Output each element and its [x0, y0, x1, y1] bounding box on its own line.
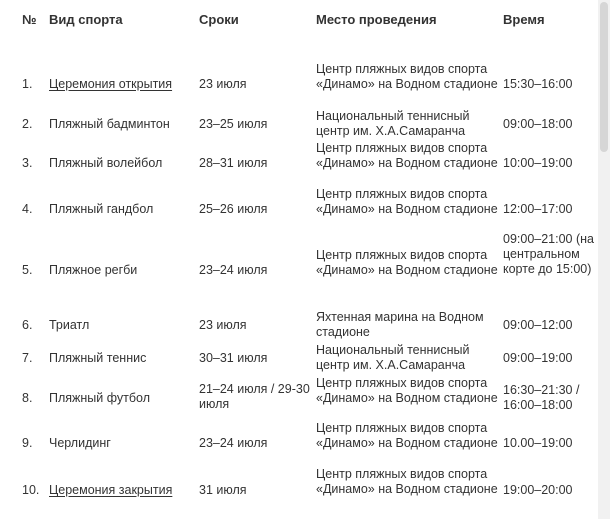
- row-number: 8.: [22, 391, 33, 405]
- row-time: 12:00–17:00: [503, 202, 573, 216]
- row-time: 09:00–21:00 (на центральном корте до 15:00): [503, 232, 595, 276]
- header-time: Время: [503, 12, 545, 27]
- row-sport: Черлидинг: [49, 436, 111, 450]
- row-time: 19:00–20:00: [503, 483, 573, 497]
- row-time: 09:00–18:00: [503, 117, 573, 131]
- sport-link-opening-ceremony[interactable]: Церемония открытия: [49, 77, 173, 91]
- row-sport: Пляжный футбол: [49, 391, 151, 405]
- row-sport: Пляжный теннис: [49, 351, 147, 365]
- row-number: 9.: [22, 436, 33, 450]
- row-dates: 23–25 июля: [199, 117, 268, 131]
- row-dates: 28–31 июля: [199, 156, 268, 170]
- row-number: 3.: [22, 156, 33, 170]
- row-place: Центр пляжных видов спорта «Динамо» на Водном стадионе: [316, 141, 498, 170]
- row-number: 7.: [22, 351, 33, 365]
- row-place: Центр пляжных видов спорта «Динамо» на Водном стадионе: [316, 248, 498, 277]
- row-number: 4.: [22, 202, 33, 216]
- header-sport: Вид спорта: [49, 12, 123, 27]
- sport-link-closing-ceremony[interactable]: Церемония закрытия: [49, 483, 173, 497]
- row-sport: Пляжный волейбол: [49, 156, 163, 170]
- row-place: Центр пляжных видов спорта «Динамо» на Водном стадионе: [316, 467, 498, 496]
- row-dates: 31 июля: [199, 483, 247, 497]
- row-place: Яхтенная марина на Водном стадионе: [316, 310, 484, 339]
- row-number: 6.: [22, 318, 33, 332]
- row-dates: 23–24 июля: [199, 436, 268, 450]
- row-place: Центр пляжных видов спорта «Динамо» на Водном стадионе: [316, 421, 498, 450]
- row-sport: Пляжное регби: [49, 263, 138, 277]
- row-number: 5.: [22, 263, 33, 277]
- header-num: №: [22, 12, 37, 27]
- header-place: Место проведения: [316, 12, 437, 27]
- scrollbar-thumb[interactable]: [600, 2, 608, 152]
- row-time: 09:00–12:00: [503, 318, 573, 332]
- row-number: 10.: [22, 483, 40, 497]
- row-dates: 23 июля: [199, 77, 247, 91]
- row-time: 10:00–19:00: [503, 156, 573, 170]
- row-place: Центр пляжных видов спорта «Динамо» на Водном стадионе: [316, 187, 498, 216]
- row-dates: 21–24 июля / 29-30 июля: [199, 382, 310, 411]
- row-number: 1.: [22, 77, 33, 91]
- row-time: 09:00–19:00: [503, 351, 573, 365]
- row-dates: 23–24 июля: [199, 263, 268, 277]
- row-sport: Пляжный гандбол: [49, 202, 154, 216]
- header-dates: Сроки: [199, 12, 239, 27]
- row-place: Национальный теннисный центр им. Х.А.Самаранча: [316, 109, 470, 138]
- row-dates: 23 июля: [199, 318, 247, 332]
- row-time: 15:30–16:00: [503, 77, 573, 91]
- vertical-scrollbar[interactable]: [598, 0, 610, 519]
- row-sport: Триатл: [49, 318, 90, 332]
- row-time: 16:30–21:30 / 16:00–18:00: [503, 383, 580, 412]
- row-dates: 25–26 июля: [199, 202, 268, 216]
- row-place: Центр пляжных видов спорта «Динамо» на Водном стадионе: [316, 62, 498, 91]
- row-sport: Пляжный бадминтон: [49, 117, 170, 131]
- row-dates: 30–31 июля: [199, 351, 268, 365]
- row-place: Центр пляжных видов спорта «Динамо» на Водном стадионе: [316, 376, 498, 405]
- row-place: Национальный теннисный центр им. Х.А.Самаранча: [316, 343, 470, 372]
- row-time: 10.00–19:00: [503, 436, 573, 450]
- row-number: 2.: [22, 117, 33, 131]
